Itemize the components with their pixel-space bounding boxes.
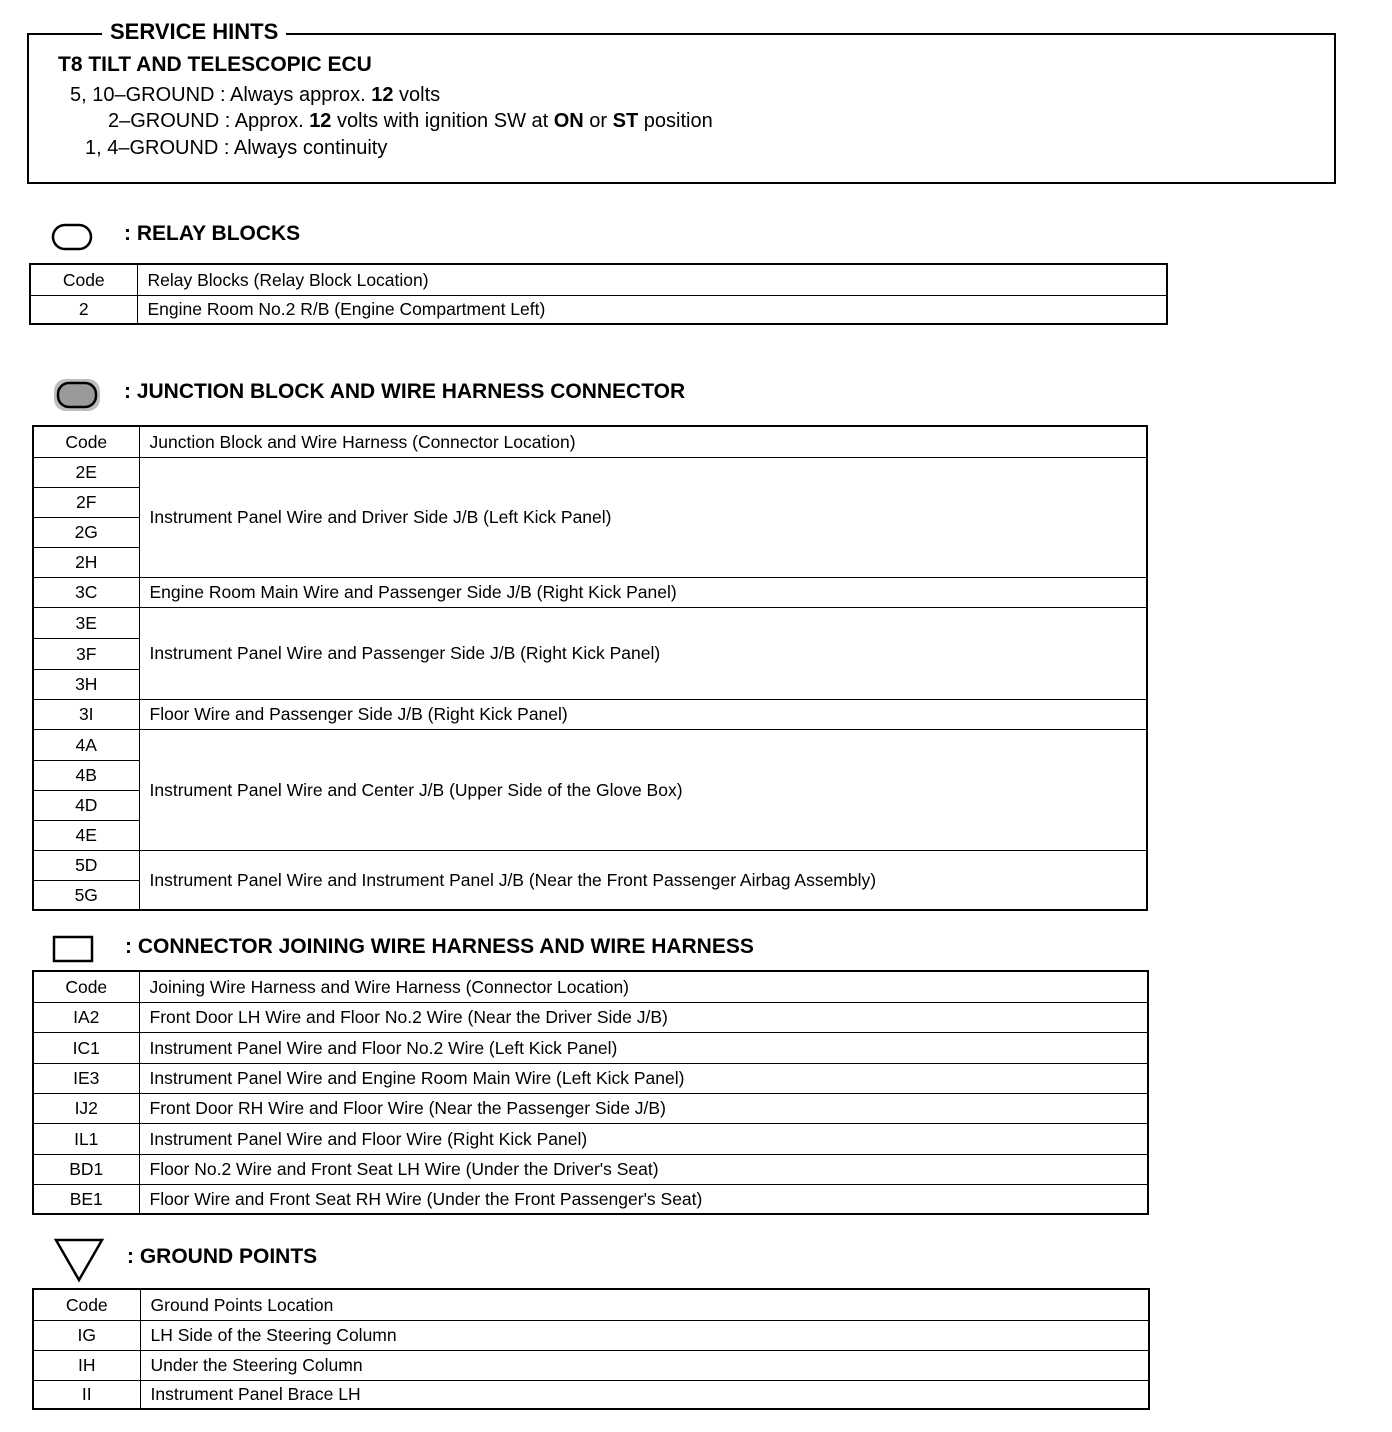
service-hints-legend: SERVICE HINTS [102, 19, 286, 45]
row-code: 3I [33, 699, 139, 729]
rounded-rect-icon [50, 222, 94, 252]
table-row [33, 1093, 1148, 1123]
table-row [33, 577, 1147, 607]
row-code: IC1 [33, 1032, 139, 1063]
row-code: 5D [33, 850, 139, 880]
table-row [33, 607, 1147, 638]
table-row [33, 1002, 1148, 1032]
code-header: Code [33, 971, 139, 1002]
row-code: 3H [33, 669, 139, 699]
code-header: Code [33, 1289, 140, 1320]
row-code: 5G [33, 880, 139, 910]
service-hints-title: T8 TILT AND TELESCOPIC ECU [58, 53, 372, 76]
table-row [30, 295, 1167, 324]
row-code: II [33, 1380, 140, 1409]
row-desc: Floor No.2 Wire and Front Seat LH Wire (Under the Driver's Seat) [139, 1154, 1148, 1184]
row-desc: Instrument Panel Wire and Passenger Side J/B (Right Kick Panel) [139, 607, 1147, 699]
row-desc: Floor Wire and Front Seat RH Wire (Under the Front Passenger's Seat) [139, 1184, 1148, 1214]
triangle-down-icon [53, 1237, 105, 1283]
row-desc: Instrument Panel Wire and Floor No.2 Wire (Left Kick Panel) [139, 1032, 1148, 1063]
table-row [33, 1123, 1148, 1154]
table-header-row [33, 971, 1148, 1002]
hint-line-1: 5, 10–GROUND : Always approx. 12 volts [70, 84, 441, 106]
junction-block-table [32, 425, 1148, 911]
row-desc: Instrument Panel Wire and Driver Side J/B (Left Kick Panel) [139, 457, 1147, 577]
row-code: 2 [30, 295, 137, 324]
table-row [33, 1350, 1149, 1380]
row-desc: Engine Room No.2 R/B (Engine Compartment Left) [137, 295, 1167, 324]
row-code: IG [33, 1320, 140, 1350]
hint-line-2: 2–GROUND : Approx. 12 volts with ignition SW at ON or ST position [108, 110, 713, 132]
rectangle-icon [51, 934, 95, 964]
row-code: 3C [33, 577, 139, 607]
table-row [33, 850, 1147, 880]
row-desc: Instrument Panel Wire and Instrument Panel J/B (Near the Front Passenger Airbag Assembly) [139, 850, 1147, 910]
table-row [33, 1154, 1148, 1184]
row-code: 3F [33, 638, 139, 669]
table-row [33, 1032, 1148, 1063]
row-desc: Instrument Panel Wire and Engine Room Main Wire (Left Kick Panel) [139, 1063, 1148, 1093]
row-desc: Instrument Panel Wire and Floor Wire (Right Kick Panel) [139, 1123, 1148, 1154]
desc-header: Junction Block and Wire Harness (Connector Location) [139, 426, 1147, 457]
desc-header: Ground Points Location [140, 1289, 1149, 1320]
shaded-rounded-rect-icon [52, 377, 102, 413]
row-code: 4B [33, 760, 139, 790]
table-header-row [33, 1289, 1149, 1320]
row-code: BE1 [33, 1184, 139, 1214]
row-code: IH [33, 1350, 140, 1380]
ground-points-heading: : GROUND POINTS [127, 1245, 318, 1268]
row-code: 2F [33, 487, 139, 517]
row-code: IE3 [33, 1063, 139, 1093]
row-desc: Front Door RH Wire and Floor Wire (Near the Passenger Side J/B) [139, 1093, 1148, 1123]
row-desc: Floor Wire and Passenger Side J/B (Right Kick Panel) [139, 699, 1147, 729]
row-code: 2E [33, 457, 139, 487]
row-code: 4E [33, 820, 139, 850]
table-row [33, 1380, 1149, 1409]
table-row [33, 699, 1147, 729]
code-header: Code [33, 426, 139, 457]
row-desc: Engine Room Main Wire and Passenger Side J/B (Right Kick Panel) [139, 577, 1147, 607]
row-desc: Instrument Panel Wire and Center J/B (Upper Side of the Glove Box) [139, 729, 1147, 850]
table-header-row [30, 264, 1167, 295]
table-row [33, 457, 1147, 487]
row-code: IA2 [33, 1002, 139, 1032]
desc-header: Relay Blocks (Relay Block Location) [137, 264, 1167, 295]
row-code: BD1 [33, 1154, 139, 1184]
ground-points-table [32, 1288, 1150, 1410]
table-row [33, 1184, 1148, 1214]
row-desc: Front Door LH Wire and Floor No.2 Wire (Near the Driver Side J/B) [139, 1002, 1148, 1032]
hint-line-3: 1, 4–GROUND : Always continuity [85, 137, 388, 159]
row-code: 2G [33, 517, 139, 547]
row-code: 3E [33, 607, 139, 638]
row-desc: Instrument Panel Brace LH [140, 1380, 1149, 1409]
table-row [33, 729, 1147, 760]
relay-blocks-heading: : RELAY BLOCKS [124, 222, 301, 245]
row-code: 4A [33, 729, 139, 760]
table-header-row [33, 426, 1147, 457]
desc-header: Joining Wire Harness and Wire Harness (Connector Location) [139, 971, 1148, 1002]
table-row [33, 1320, 1149, 1350]
relay-blocks-table [29, 263, 1168, 325]
code-header: Code [30, 264, 137, 295]
row-desc: Under the Steering Column [140, 1350, 1149, 1380]
connector-table [32, 970, 1149, 1215]
row-code: IJ2 [33, 1093, 139, 1123]
row-desc: LH Side of the Steering Column [140, 1320, 1149, 1350]
row-code: 2H [33, 547, 139, 577]
row-code: 4D [33, 790, 139, 820]
row-code: IL1 [33, 1123, 139, 1154]
junction-block-heading: : JUNCTION BLOCK AND WIRE HARNESS CONNECTOR [124, 380, 686, 403]
table-row [33, 1063, 1148, 1093]
connector-heading: : CONNECTOR JOINING WIRE HARNESS AND WIRE HARNESS [125, 935, 754, 958]
